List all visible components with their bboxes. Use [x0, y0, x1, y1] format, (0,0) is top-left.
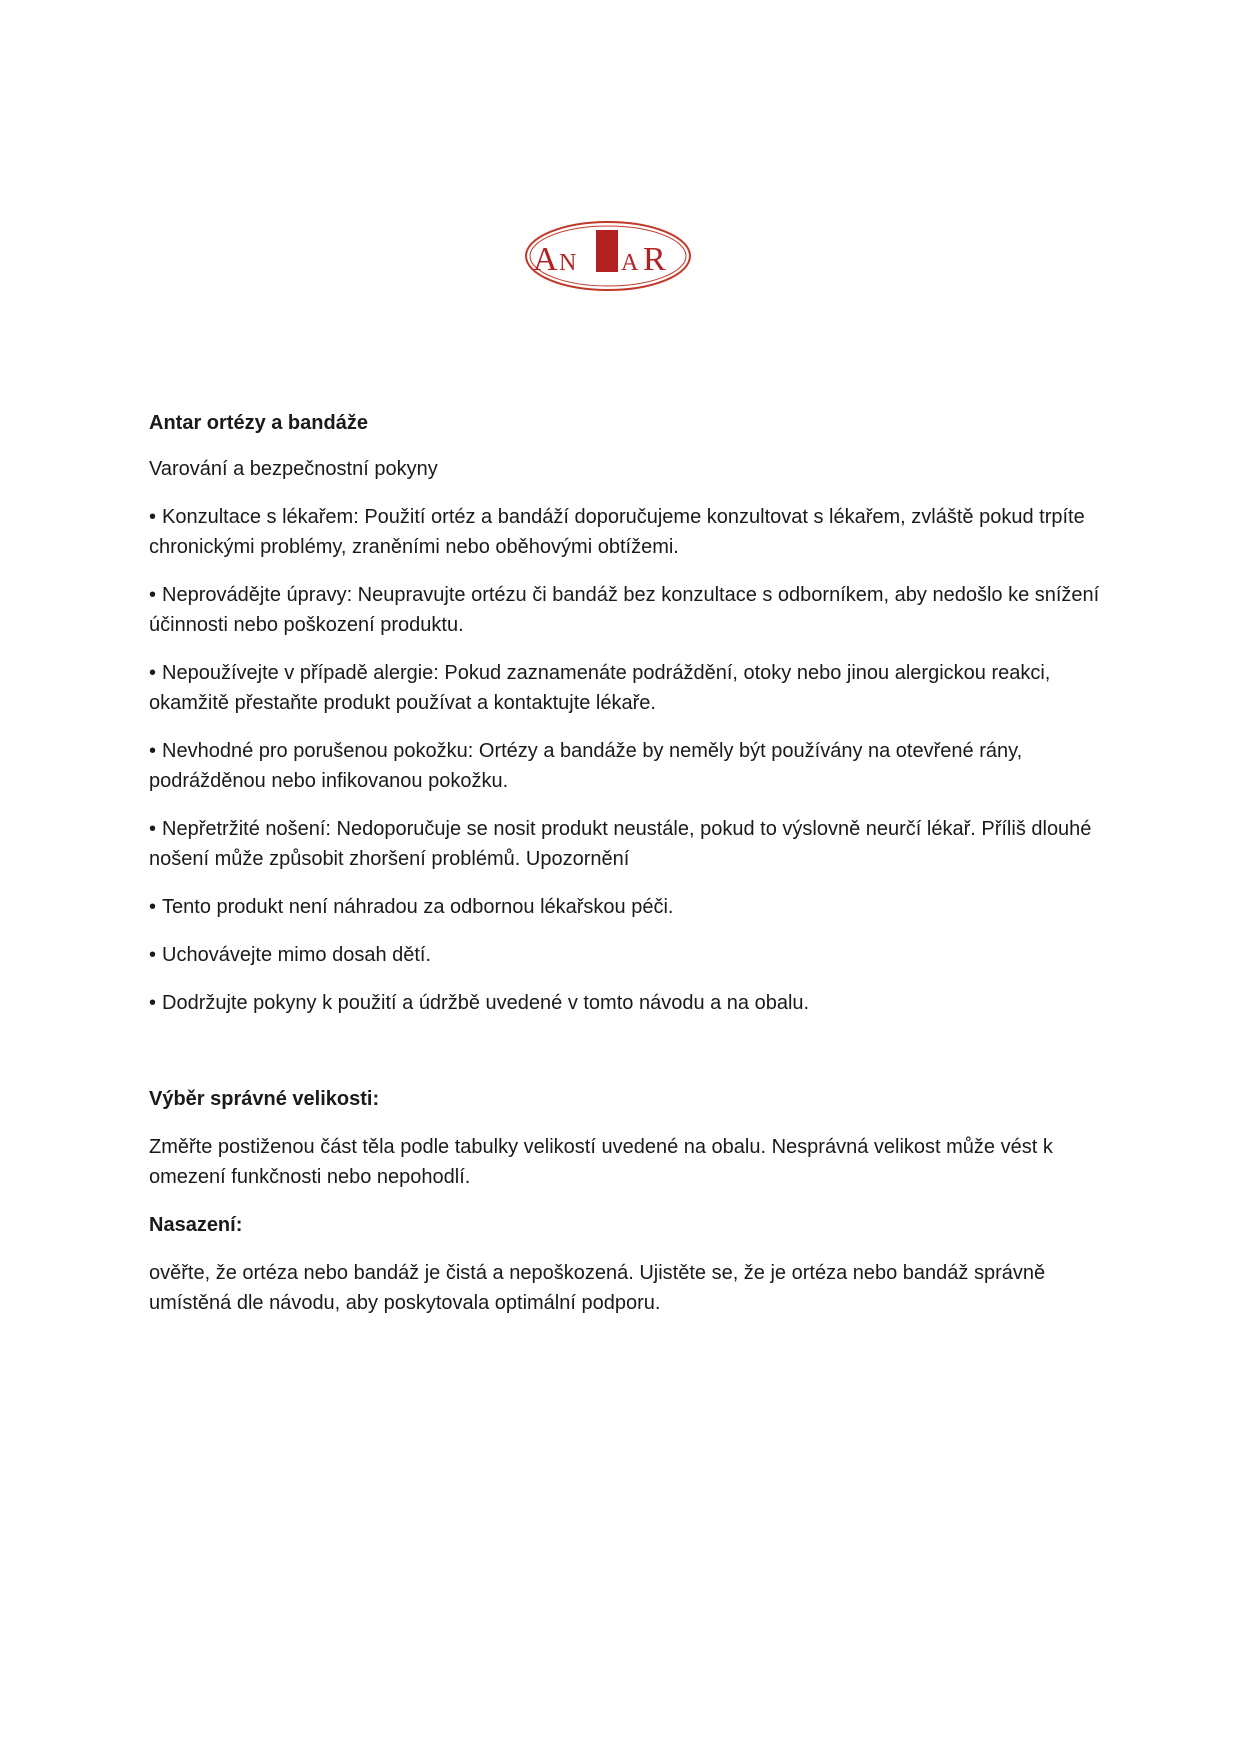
list-item: • Tento produkt není náhradou za odbornou lékařskou péči.: [149, 896, 674, 918]
section-spacer: [149, 1036, 1109, 1084]
antar-logo-graphic: [523, 218, 693, 294]
bullet-icon: •: [149, 740, 157, 762]
antar-logo: [523, 218, 693, 294]
list-item: • Nepřetržité nošení: Nedoporučuje se nosit produkt neustále, pokud to výslovně neurčí lékař. Příliš dlouhé nošení může způsobit zhoršení problémů. Upozornění: [149, 818, 1092, 870]
fitting-heading: Nasazení:: [149, 1214, 243, 1236]
document-body: [149, 408, 1109, 1336]
safety-bullet-list: [149, 502, 1109, 1018]
list-item: • Nevhodné pro porušenou pokožku: Ortézy a bandáže by neměly být používány na otevřené rány, podrážděnou nebo infikovanou pokožku.: [149, 740, 1023, 792]
bullet-icon: •: [149, 992, 157, 1014]
list-item: • Dodržujte pokyny k použití a údržbě uvedené v tomto návodu a na obalu.: [149, 992, 810, 1014]
bullet-icon: •: [149, 818, 157, 840]
document-subtitle: Varování a bezpečnostní pokyny: [149, 458, 438, 480]
list-item: • Nepoužívejte v případě alergie: Pokud zaznamenáte podráždění, otoky nebo jinou alergickou reakci, okamžitě přestaňte produkt používat a kontaktujte lékaře.: [149, 662, 1051, 714]
svg-text:A: A: [621, 250, 639, 276]
list-item: • Uchovávejte mimo dosah dětí.: [149, 944, 432, 966]
size-heading: Výběr správné velikosti:: [149, 1088, 380, 1110]
fitting-text: ověřte, že ortéza nebo bandáž je čistá a nepoškozená. Ujistěte se, že je ortéza nebo bandáž správně umístěná dle návodu, aby poskytovala optimální podporu.: [149, 1262, 1046, 1314]
list-item: • Neprovádějte úpravy: Neupravujte ortézu či bandáž bez konzultace s odborníkem, aby nedošlo ke snížení účinnosti nebo poškození produktu.: [149, 584, 1100, 636]
list-item: • Konzultace s lékařem: Použití ortéz a bandáží doporučujeme konzultovat s lékařem, zvláště pokud trpíte chronickými problémy, zraněními nebo oběhovými obtížemi.: [149, 506, 1085, 558]
size-text: Změřte postiženou část těla podle tabulky velikostí uvedené na obalu. Nesprávná velikost může vést k omezení funkčnosti nebo nepohodlí.: [149, 1136, 1053, 1188]
bullet-icon: •: [149, 506, 157, 528]
svg-text:A: A: [533, 241, 558, 278]
document-title: Antar ortézy a bandáže: [149, 412, 368, 434]
svg-text:R: R: [643, 241, 666, 278]
bullet-icon: •: [149, 896, 157, 918]
bullet-icon: •: [149, 662, 157, 684]
bullet-icon: •: [149, 944, 157, 966]
svg-text:N: N: [559, 250, 577, 276]
bullet-icon: •: [149, 584, 157, 606]
